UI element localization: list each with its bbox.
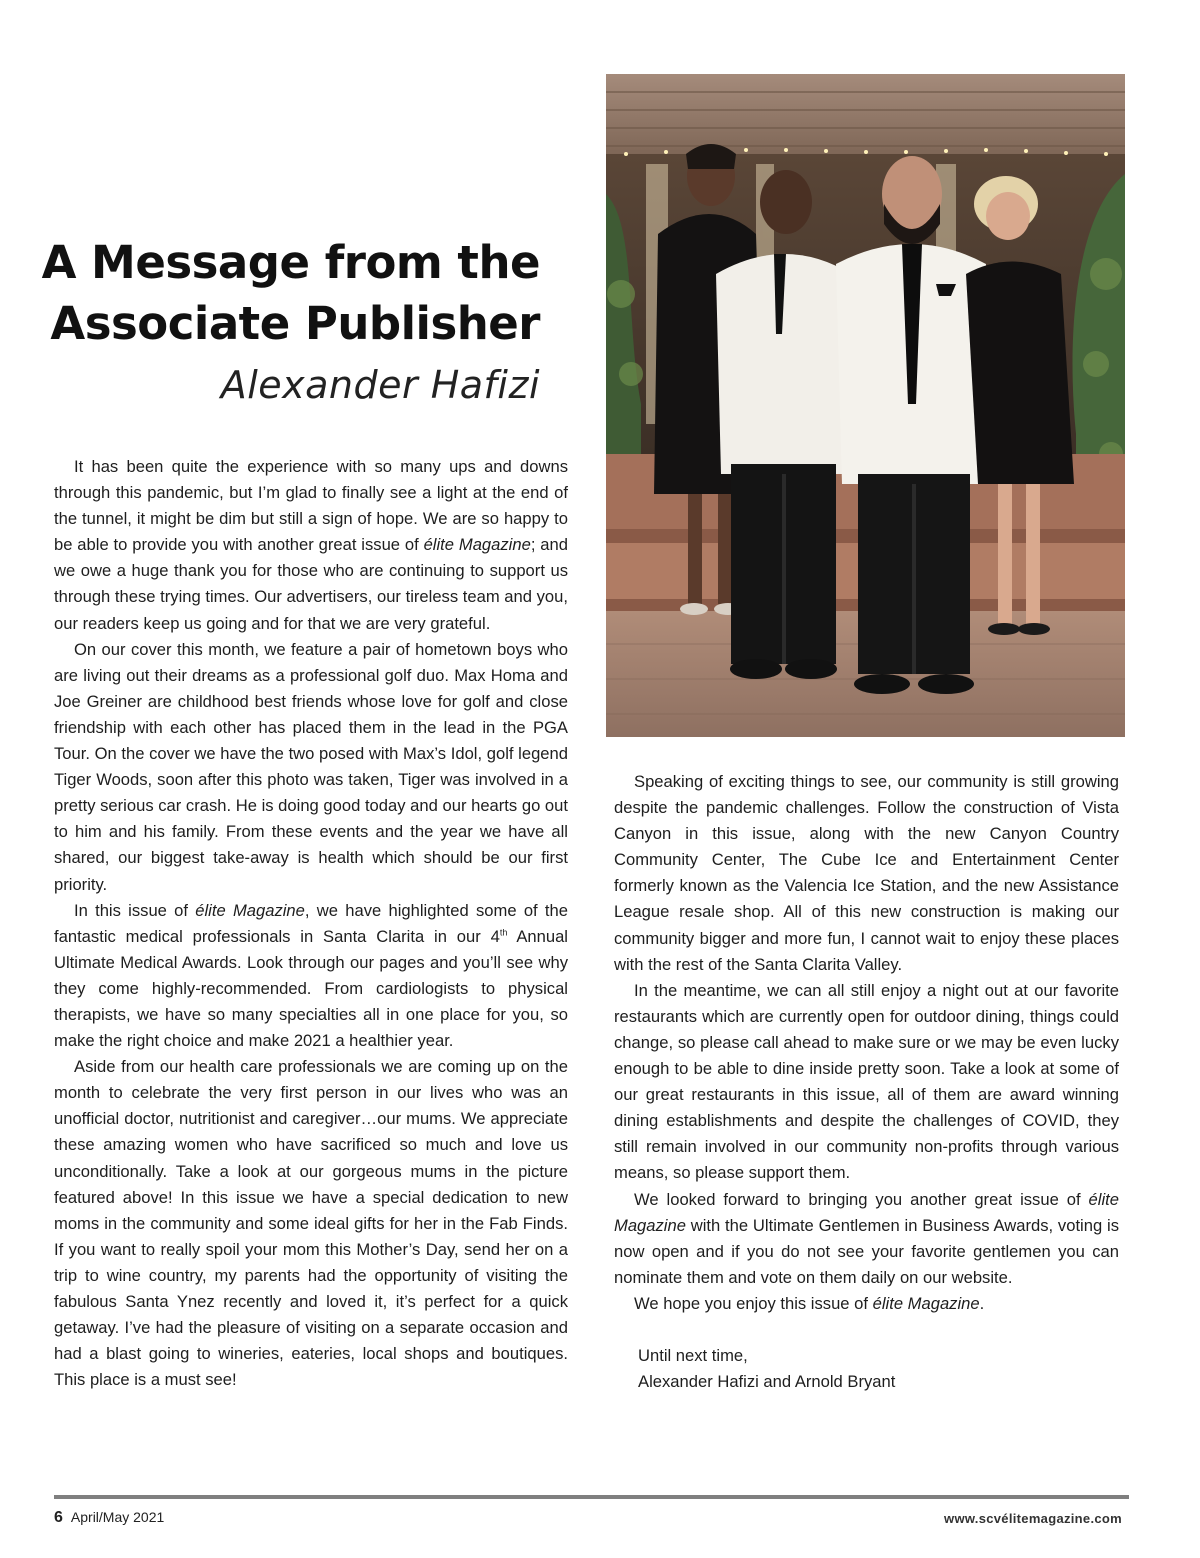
magazine-name: élite Magazine — [423, 535, 531, 555]
footer-rule — [54, 1495, 1129, 1499]
paragraph-text: with the Ultimate Gentlemen in Business Awards, voting is now open and if you do not see your favorite gentlemen you can nominate them and vote on them daily on our website. — [614, 1215, 1119, 1287]
page-number: 6 — [54, 1509, 63, 1526]
paragraph-text: We looked forward to bringing you another great issue of — [634, 1189, 1089, 1209]
paragraph-text: In this issue of — [74, 900, 196, 920]
article-title: A Message from the Associate Publisher — [41, 236, 540, 350]
body-paragraph — [54, 898, 568, 1055]
paragraph-text: ; and we owe a huge thank you for those who are continuing to support us through these trying times. Our advertisers, our tireless team and you, our readers keep us going and for that we are very grateful. — [54, 535, 568, 633]
body-paragraph — [614, 1291, 1119, 1317]
author-byline: Alexander Hafizi — [220, 363, 540, 407]
paragraph-text: On our cover this month, we feature a pair of hometown boys who are living out their dreams as a professional golf duo. Max Homa and Joe Greiner are childhood best friends whose love for golf and close friendship with each other has placed them in the lead in the PGA Tour. On the cover we have the two posed with Max’s Idol, golf legend Tiger Woods, soon after this photo was taken, Tiger was involved in a pretty serious car crash. He is doing good today and our hearts go out to him and his family. From these events and the year we have all shared, our biggest take-away is health which should be our first priority. — [54, 639, 568, 894]
body-paragraph — [614, 978, 1119, 1187]
paragraph-text: Aside from our health care professionals we are coming up on the month to celebrate the very first person in our lives who was an unofficial doctor, nutritionist and caregiver…our mums. We appreciate these amazing women who have sacrificed so much and love us unconditionally. Take a look at our gorgeous mums in the picture featured above! In this issue we have a special dedication to new moms in the community and some ideal gifts for her in the Fab Finds. If you want to really spoil your mom this Mother’s Day, send her on a trip to wine country, my parents had the opportunity of visiting the fabulous Santa Ynez recently and loved it, it’s perfect for a quick getaway. I’ve had the pleasure of visiting on a separate occasion and had a blast going to wineries, eateries, local shops and boutiques. This place is a must see! — [54, 1057, 568, 1390]
footer-issue — [54, 1509, 164, 1527]
paragraph-text: Speaking of exciting things to see, our community is still growing despite the pandemic challenges. Follow the construction of Vista Canyon in this issue, along with the new Canyon Country Community Center, The Cube Ice and Entertainment Center formerly known as the Valencia Ice Station, and the new Assistance League resale shop. All of this new construction is making our community bigger and more fun, I cannot wait to enjoy these places with the rest of the Santa Clarita Valley. — [614, 772, 1119, 974]
paragraph-text: . — [979, 1293, 985, 1313]
body-paragraph — [54, 1054, 568, 1393]
paragraph-text: , we have highlighted some of the fantastic medical professionals in Santa Clarita in our 4 — [54, 900, 568, 946]
magazine-name: élite Magazine — [872, 1293, 980, 1313]
body-paragraph — [54, 637, 568, 898]
left-text-column — [54, 454, 568, 1393]
signoff-names: Alexander Hafizi and Arnold Bryant — [638, 1372, 896, 1392]
body-paragraph — [614, 1187, 1119, 1291]
magazine-name: élite Magazine — [195, 900, 305, 920]
footer-website: www.scvélitemagazine.com — [944, 1511, 1122, 1526]
issue-date: April/May 2021 — [70, 1509, 165, 1525]
paragraph-text: Annual Ultimate Medical Awards. Look through our pages and you’ll see why they come highly-recommended. From cardiologists to physical therapists, we have so many specialties all in one place for you, so make the right choice and make 2021 a healthier year. — [54, 926, 568, 1051]
body-paragraph — [54, 454, 568, 637]
right-text-column — [614, 769, 1119, 1395]
paragraph-text: In the meantime, we can all still enjoy a night out at our favorite restaurants which are currently open for outdoor dining, things could change, so please call ahead to make sure or we may be even lucky enough to be able to dine inside pretty soon. Take a look at some of our great restaurants in this issue, all of them are award winning dining establishments and despite the challenges of COVID, they still remain involved in our community non-profits through various means, so please support them. — [614, 980, 1119, 1183]
body-paragraph — [614, 769, 1119, 978]
featured-photo — [606, 74, 1125, 737]
paragraph-text: It has been quite the experience with so many ups and downs through this pandemic, but I’m glad to finally see a light at the end of the tunnel, it might be dim but still a sign of hope. We are so happy to be able to provide you with another great issue of — [54, 457, 568, 555]
ordinal-suffix: th — [499, 927, 508, 938]
paragraph-text: We hope you enjoy this issue of — [634, 1293, 873, 1313]
magazine-name: élite Magazine — [614, 1189, 1119, 1235]
signoff-closing: Until next time, — [638, 1345, 748, 1365]
